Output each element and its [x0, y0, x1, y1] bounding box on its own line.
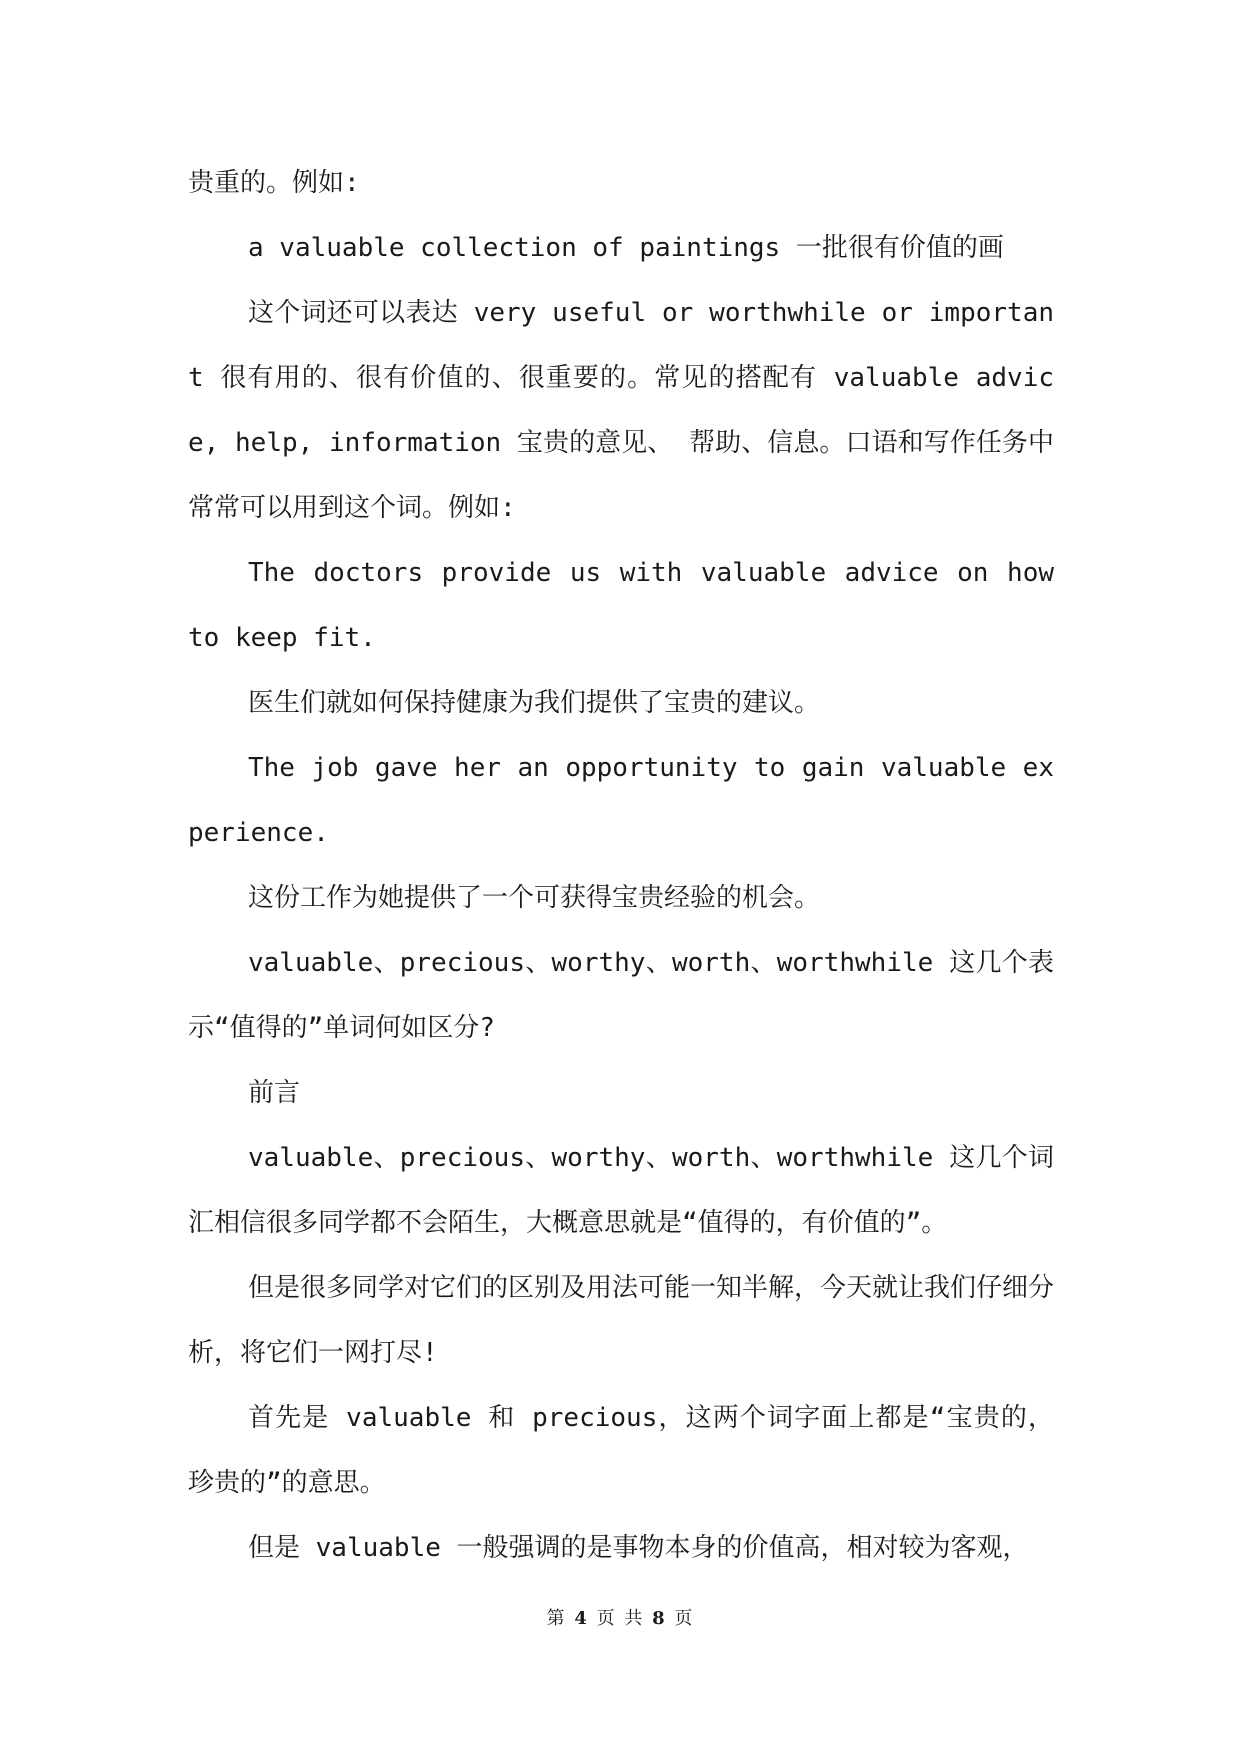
document-body	[188, 151, 1054, 1581]
current-page-number: 4	[574, 1608, 589, 1629]
page-footer	[0, 1604, 1241, 1630]
paragraph-7: 这份工作为她提供了一个可获得宝贵经验的机会。	[248, 883, 821, 913]
paragraph-3: 这个词还可以表达 very useful or worthwhile or important 很有用的、很有价值的、很重要的。常见的搭配有 valuable advice, help, information 宝贵的意见、 帮助、信息。口语和写作任务中常常可以用到这个词。例如:	[188, 298, 1054, 523]
paragraph-8: valuable、precious、worthy、worth、worthwhile 这几个表示“值得的”单词何如区分?	[188, 948, 1054, 1043]
paragraph-1: 贵重的。例如:	[188, 168, 360, 198]
paragraph-2: a valuable collection of paintings 一批很有价值的画	[248, 233, 1004, 263]
paragraph-12: 首先是 valuable 和 precious，这两个词字面上都是“宝贵的，珍贵的”的意思。	[188, 1403, 1054, 1498]
paragraph-6: The job gave her an opportunity to gain valuable experience.	[188, 753, 1054, 848]
paragraph-9: 前言	[248, 1078, 301, 1108]
footer-prefix: 第	[546, 1608, 567, 1629]
footer-mid: 页 共	[596, 1608, 645, 1629]
footer-suffix: 页	[674, 1608, 695, 1629]
total-page-number: 8	[652, 1608, 667, 1629]
paragraph-10: valuable、precious、worthy、worth、worthwhile 这几个词汇相信很多同学都不会陌生，大概意思就是“值得的，有价值的”。	[188, 1143, 1054, 1238]
paragraph-13: 但是 valuable 一般强调的是事物本身的价值高，相对较为客观，	[248, 1533, 1029, 1563]
paragraph-5: 医生们就如何保持健康为我们提供了宝贵的建议。	[248, 688, 821, 718]
paragraph-11: 但是很多同学对它们的区别及用法可能一知半解，今天就让我们仔细分析，将它们一网打尽!	[188, 1273, 1055, 1368]
paragraph-4: The doctors provide us with valuable advice on how to keep fit.	[188, 558, 1054, 653]
